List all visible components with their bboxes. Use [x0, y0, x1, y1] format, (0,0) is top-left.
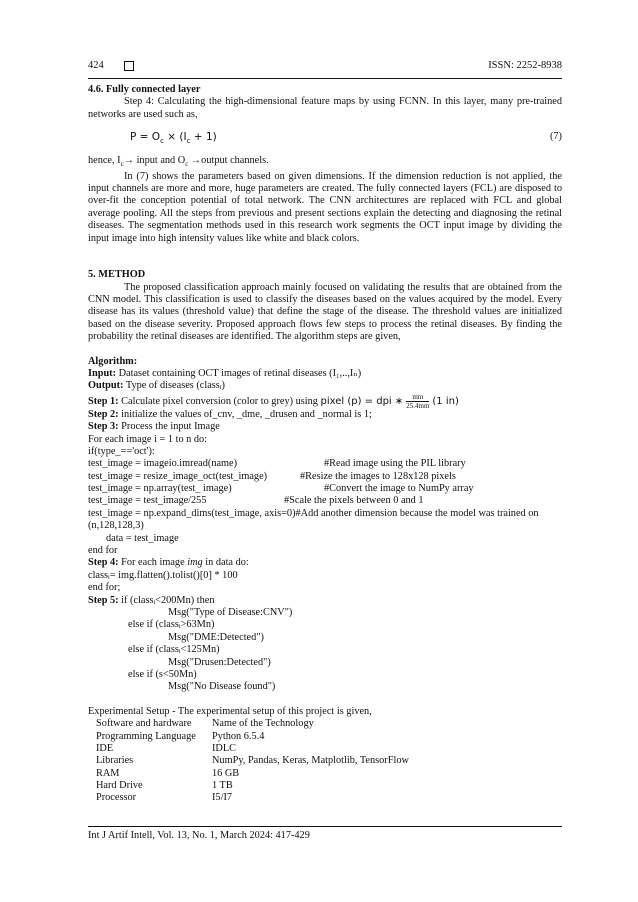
- algorithm-line: Msg("Drusen:Detected"): [168, 656, 271, 668]
- algorithm-line: (n,128,128,3): [88, 520, 144, 532]
- setup-row: [88, 755, 562, 767]
- algorithm-title: Algorithm:: [88, 355, 138, 367]
- algorithm-step2: Step 2: initialize the values of_cnv, _dme, _drusen and _normal is 1;: [88, 408, 372, 420]
- algorithm-input: Input: Dataset containing OCT images of retinal diseases (I₁,..,Iₙ): [88, 367, 362, 379]
- algorithm-line: data = test_image: [106, 532, 179, 544]
- square-bullet-icon: [124, 61, 134, 71]
- setup-value: Python 6.5.4: [212, 730, 265, 742]
- algorithm-line: else if (classᵢ<125Mn): [128, 644, 220, 656]
- algorithm-step3: Step 3: Process the input Image: [88, 421, 220, 433]
- setup-row: [88, 718, 562, 730]
- main-text: [88, 84, 562, 805]
- setup-row: [88, 743, 562, 755]
- issn-label: ISSN: 2252-8938: [488, 60, 562, 71]
- setup-value: Name of the Technology: [212, 718, 314, 730]
- setup-value: 1 TB: [212, 780, 233, 792]
- setup-table: [88, 718, 562, 805]
- running-header: [88, 60, 562, 76]
- algorithm-line: end for;: [88, 582, 121, 594]
- algorithm-output: Output: Type of diseases (classᵢ): [88, 380, 225, 392]
- setup-key: RAM: [96, 767, 120, 779]
- setup-key: Software and hardware: [96, 718, 192, 730]
- code-comment: #Read image using the PIL library: [324, 458, 466, 470]
- algorithm-line: else if (classᵢ>63Mn): [128, 619, 215, 631]
- algorithm-line: end for: [88, 545, 118, 557]
- algorithm-step1: Step 1: Calculate pixel conversion (color to grey) using pixel (p) = dpi ∗ $\frac{mm}{25.4mm}$ (1 in): [88, 392, 459, 410]
- algorithm-line: if(type_=='oct'):: [88, 445, 155, 457]
- algorithm-line: test_image = test_image/255 #Scale the pixels between 0 and 1: [88, 495, 424, 507]
- paragraph-fcl: In (7) shows the parameters based on given dimensions. If the dimension reduction is not applied, the input channels are more and more, huge parameters are created. The fully connected layers (FCL) are disposed to over-fit the conception potential of total network. The CNN architectures are replaced with FCL and global average pooling. All the steps from previous and present sections explain the detecting and diagnosing the retinal diseases. The segmentation methods used in this research work segments the OCT input image by dividing the input image into high intensity values like white and black colors.: [88, 170, 562, 244]
- algorithm-line: test_image = resize_image_oct(test_image) #Resize the images to 128x128 pixels: [88, 470, 456, 482]
- paragraph-hence: hence, $I_c\to$ input and $O_c$ →output channels.: [88, 155, 269, 169]
- algorithm-line: Msg("Type of Disease:CNV"): [168, 606, 293, 618]
- header-rule: [88, 78, 562, 79]
- equation-number: (7): [549, 131, 562, 143]
- setup-value: IDLC: [212, 742, 237, 754]
- fraction: $\frac{mm}{25.4mm}$: [406, 392, 430, 410]
- setup-value: I5/I7: [212, 792, 233, 804]
- setup-key: IDE: [96, 742, 114, 754]
- algorithm-step4: Step 4: For each image img in data do:: [88, 557, 249, 569]
- algorithm-step5: Step 5: if (classᵢ<200Mn) then: [88, 594, 215, 606]
- algorithm-line: test_image = imageio.imread(name) #Read image using the PIL library: [88, 458, 466, 470]
- section-heading-method: 5. METHOD: [88, 269, 146, 281]
- setup-row: [88, 780, 562, 792]
- setup-key: Programming Language: [96, 730, 196, 742]
- code-comment: #Scale the pixels between 0 and 1: [284, 495, 424, 507]
- algorithm-line: else if (s<50Mn): [128, 668, 197, 680]
- footer-citation: Int J Artif Intell, Vol. 13, No. 1, March 2024: 417-429: [88, 830, 310, 841]
- algorithm-line: For each image i = 1 to n do:: [88, 433, 208, 445]
- setup-row: [88, 768, 562, 780]
- setup-key: Hard Drive: [96, 780, 143, 792]
- setup-row: [88, 731, 562, 743]
- setup-value: NumPy, Pandas, Keras, Matplotlib, TensorFlow: [212, 755, 409, 767]
- setup-intro: Experimental Setup - The experimental setup of this project is given,: [88, 705, 372, 717]
- equation-expression: $P = O_c \times (I_c + 1)$: [130, 131, 217, 146]
- algorithm-line: Msg("No Disease found"): [168, 681, 276, 693]
- setup-row: [88, 792, 562, 804]
- paragraph-step4: Step 4: Calculating the high-dimensional feature maps by using FCNN. In this layer, many pre-trained networks are used such as,: [88, 96, 562, 120]
- page-number: 424: [88, 60, 104, 71]
- code-comment: #Resize the images to 128x128 pixels: [300, 470, 456, 482]
- algorithm-line: Msg("DME:Detected"): [168, 631, 264, 643]
- equation-7: [88, 125, 562, 151]
- algorithm-line: classᵢ= img.flatten().tolist()[0] * 100: [88, 569, 238, 581]
- algorithm-line: test_image = np.array(test_ image) #Convert the image to NumPy array: [88, 483, 474, 495]
- algorithm-block: [88, 356, 562, 694]
- setup-value: 16 GB: [212, 767, 240, 779]
- code-comment: #Convert the image to NumPy array: [324, 483, 474, 495]
- setup-key: Processor: [96, 792, 137, 804]
- setup-key: Libraries: [96, 755, 134, 767]
- footer-rule: [88, 826, 562, 827]
- algorithm-line: test_image = np.expand_dims(test_image, axis=0)#Add another dimension because the model was trained on: [88, 507, 539, 519]
- paragraph-method: The proposed classification approach mainly focused on validating the results that are obtained from the CNN model. This classification is used to classify the diseases based on the values acquired by the model. Every disease has its values (threshold value) that define the stage of the disease. The threshold values are initialized based on the disease severity. Proposed approach flows few steps to process the retinal diseases. By finding the probability the retinal diseases are identified. The algorithm steps are given,: [88, 281, 562, 343]
- section-heading-4-6: 4.6. Fully connected layer: [88, 84, 201, 95]
